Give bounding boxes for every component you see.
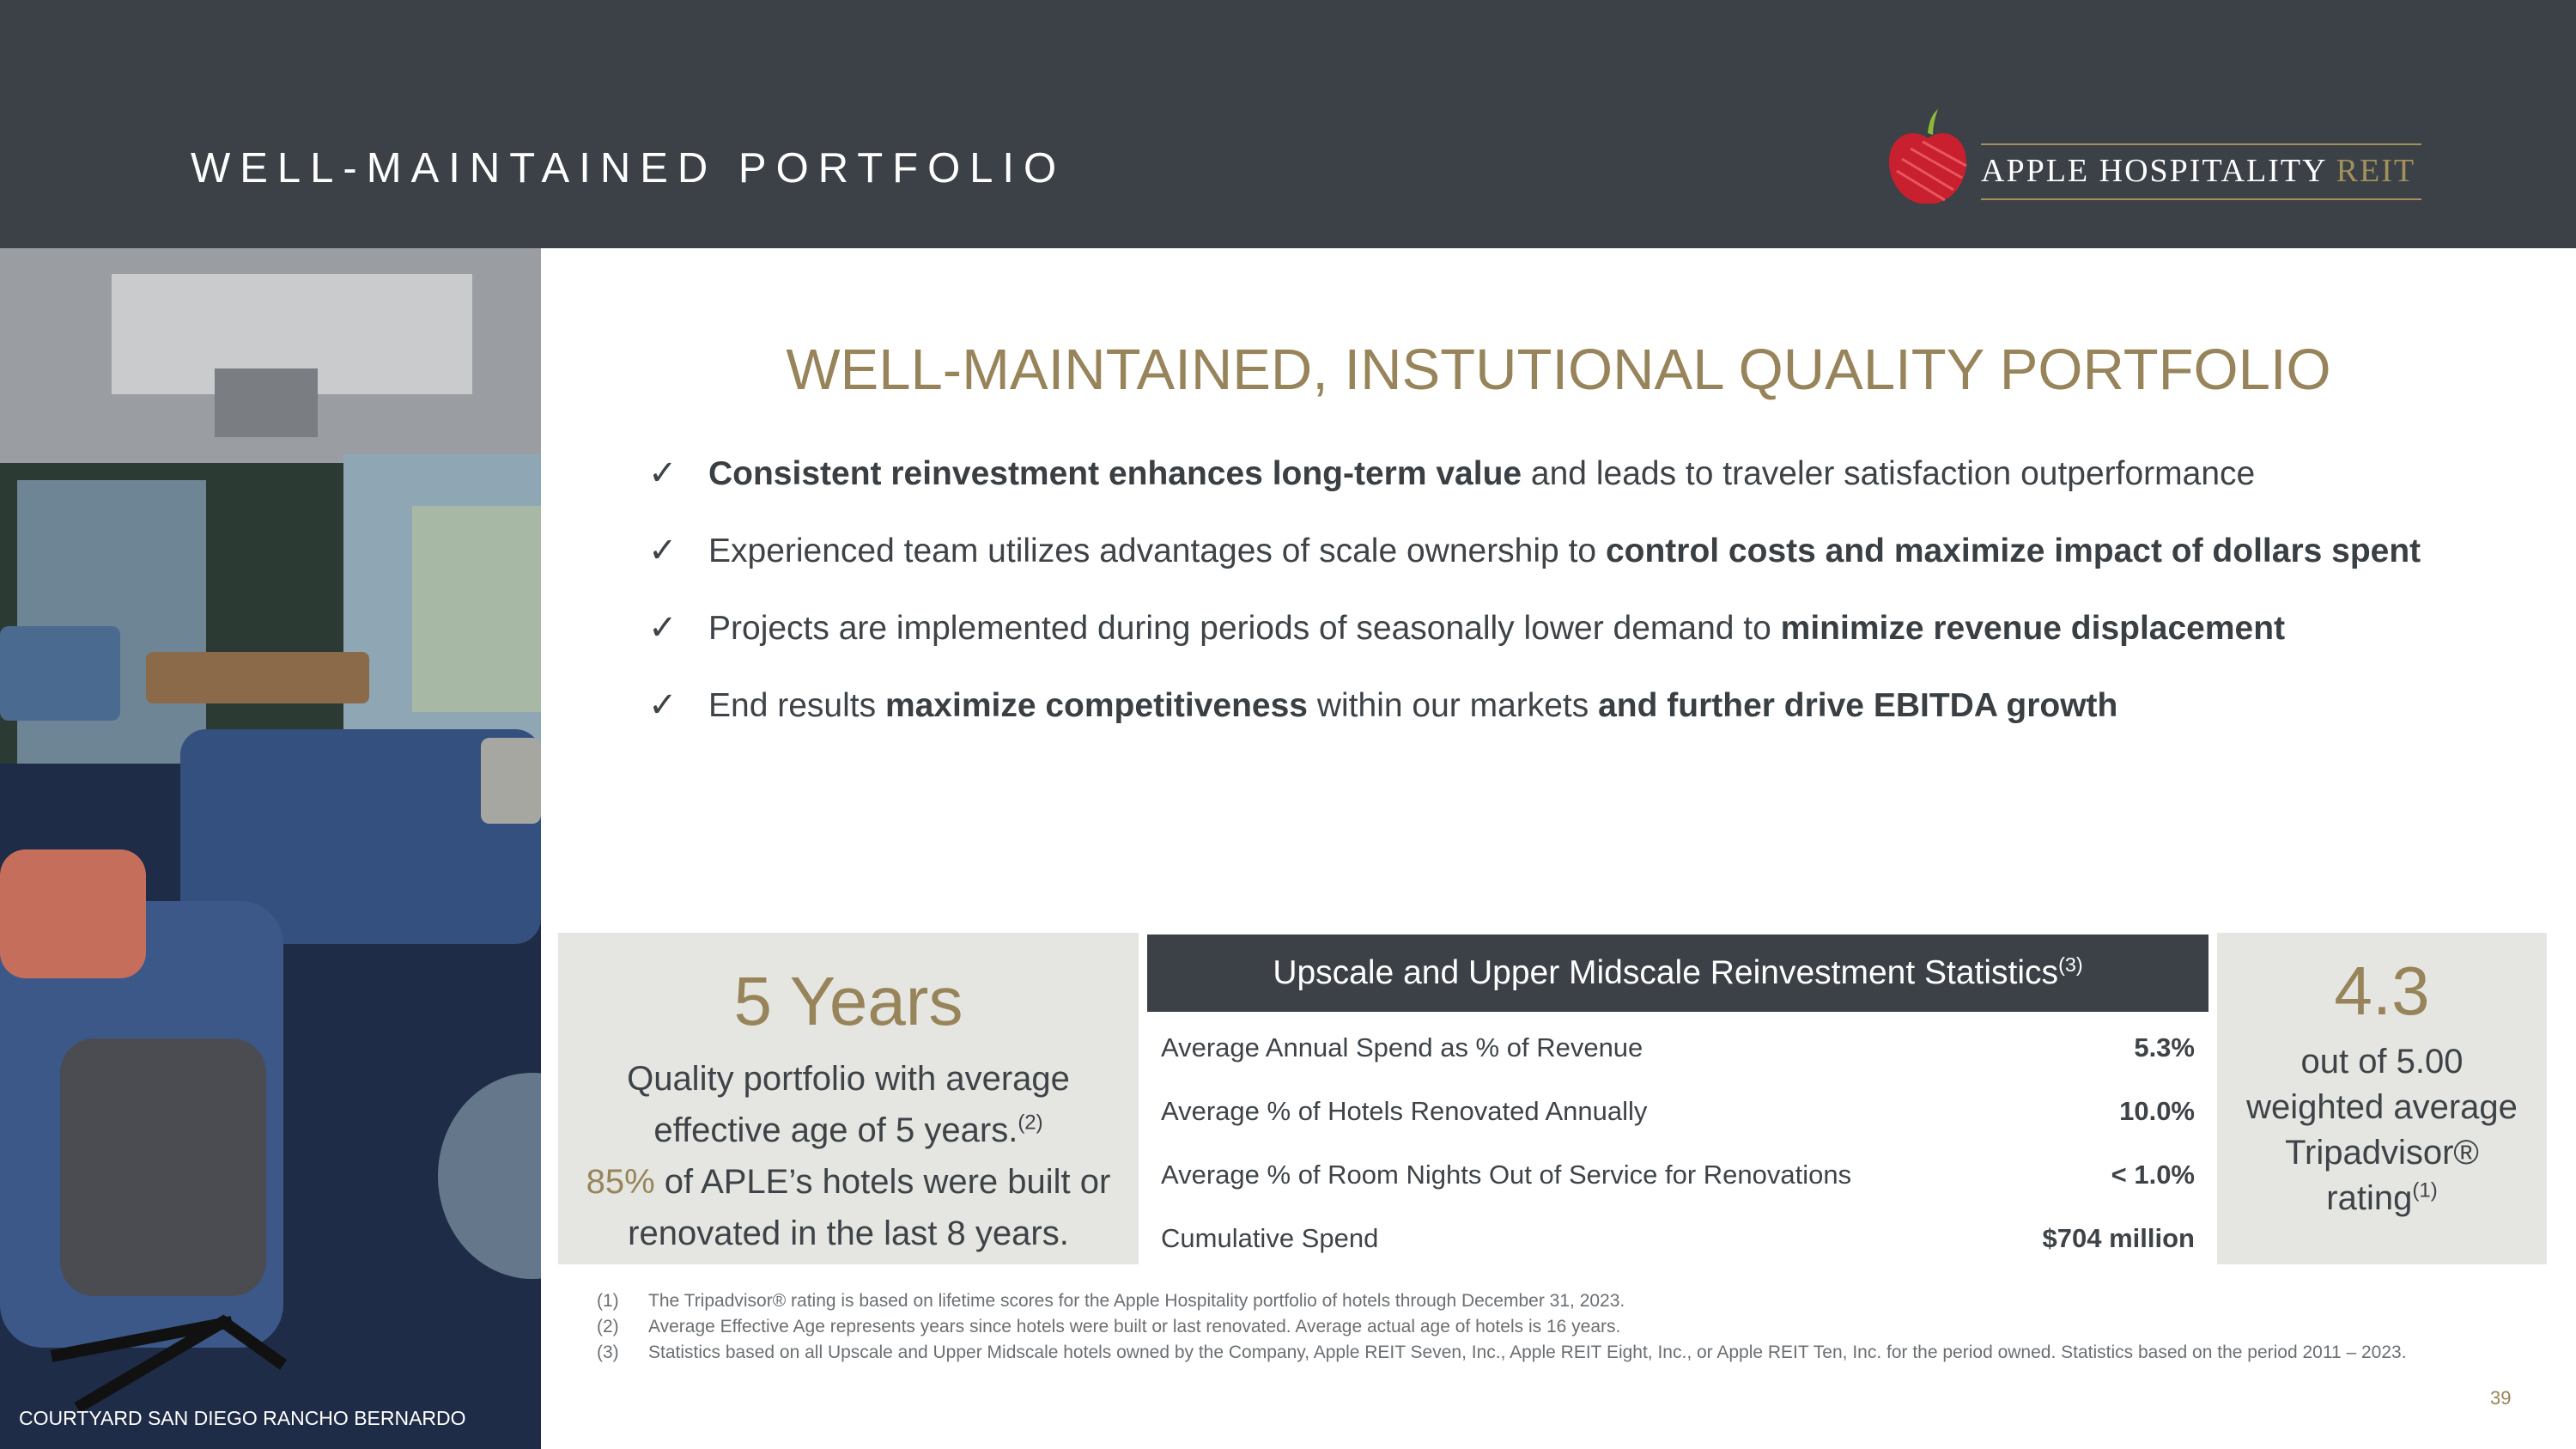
bullet-text: End results maximize competitiveness within our markets and further drive EBITDA growth (708, 687, 2118, 724)
page-number: 39 (2490, 1387, 2512, 1409)
logo-wordmark: APPLE HOSPITALITY REIT (1981, 153, 2416, 189)
slide-title: WELL-MAINTAINED PORTFOLIO (191, 145, 1066, 192)
portfolio-age-description: Quality portfolio with average effective age of 5 years.$^{(2)}$ 85% of APLE’s hotels were built or renovated in the last 8 years. (586, 1060, 1111, 1252)
stat-label: Average % of Hotels Renovated Annually (1161, 1096, 1648, 1126)
lobby-illustration (0, 248, 541, 1449)
portfolio-age-panel (558, 933, 1139, 1264)
footnote: (3) Statistics based on all Upscale and Upper Midscale hotels owned by the Company, Apple REIT Seven, Inc., Apple REIT Eight, Inc., or Apple REIT Ten, Inc. for the period owned. Statistics based on the period 2011 – 2023. (597, 1342, 2407, 1362)
stats-table (1161, 1020, 2195, 1275)
table-row (1161, 1084, 2195, 1148)
photo-caption: COURTYARD SAN DIEGO RANCHO BERNARDO (19, 1407, 466, 1429)
logo-rule-top (1981, 143, 2421, 145)
stat-value: 5.3% (2134, 1032, 2195, 1062)
stat-label: Cumulative Spend (1161, 1223, 1379, 1253)
bullet-text: Consistent reinvestment enhances long-term value and leads to traveler satisfaction outperformance (708, 455, 2256, 492)
header-bar (0, 0, 2576, 248)
highlight-percent: 85% (586, 1163, 655, 1201)
bullet-text: Experienced team utilizes advantages of scale ownership to control costs and maximize impact of dollars spent (708, 533, 2421, 569)
stat-label: Average Annual Spend as % of Revenue (1161, 1032, 1643, 1062)
company-logo (1885, 107, 2434, 210)
stat-label: Average % of Room Nights Out of Service for Renovations (1161, 1160, 1852, 1190)
check-icon: ✓ (648, 531, 677, 570)
stat-value: $704 million (2042, 1223, 2195, 1253)
footnotes (597, 1288, 2443, 1366)
check-icon: ✓ (648, 454, 677, 493)
check-icon: ✓ (648, 685, 677, 725)
check-icon: ✓ (648, 608, 677, 648)
footnote: (2) Average Effective Age represents years since hotels were built or last renovated. Average actual age of hotels is 16 years. (597, 1317, 1621, 1336)
table-row (1161, 1211, 2195, 1275)
stat-value: 10.0% (2119, 1096, 2195, 1126)
rating-description: out of 5.00 weighted average Tripadvisor® rating$^{(1)}$ (2246, 1043, 2518, 1217)
table-row (1161, 1020, 2195, 1084)
section-heading: WELL-MAINTAINED, INSTUTIONAL QUALITY PORTFOLIO (786, 338, 2331, 402)
table-row (1161, 1148, 2195, 1211)
hotel-lobby-photo (0, 248, 541, 1449)
logo-rule-bottom (1981, 198, 2421, 200)
stat-value: < 1.0% (2111, 1160, 2195, 1190)
apple-logo-icon (1885, 107, 1971, 210)
tripadvisor-rating-panel (2217, 933, 2547, 1264)
footnote: (1) The Tripadvisor® rating is based on lifetime scores for the Apple Hospitality portfolio of hotels through December 31, 2023. (597, 1291, 1625, 1311)
portfolio-age-value: 5 Years (733, 963, 963, 1039)
stats-table-header: Upscale and Upper Midscale Reinvestment Statistics$^{(3)}$ (1147, 935, 2208, 1012)
rating-value: 4.3 (2334, 953, 2430, 1029)
bullet-text: Projects are implemented during periods of seasonally lower demand to minimize revenue displacement (708, 610, 2286, 647)
